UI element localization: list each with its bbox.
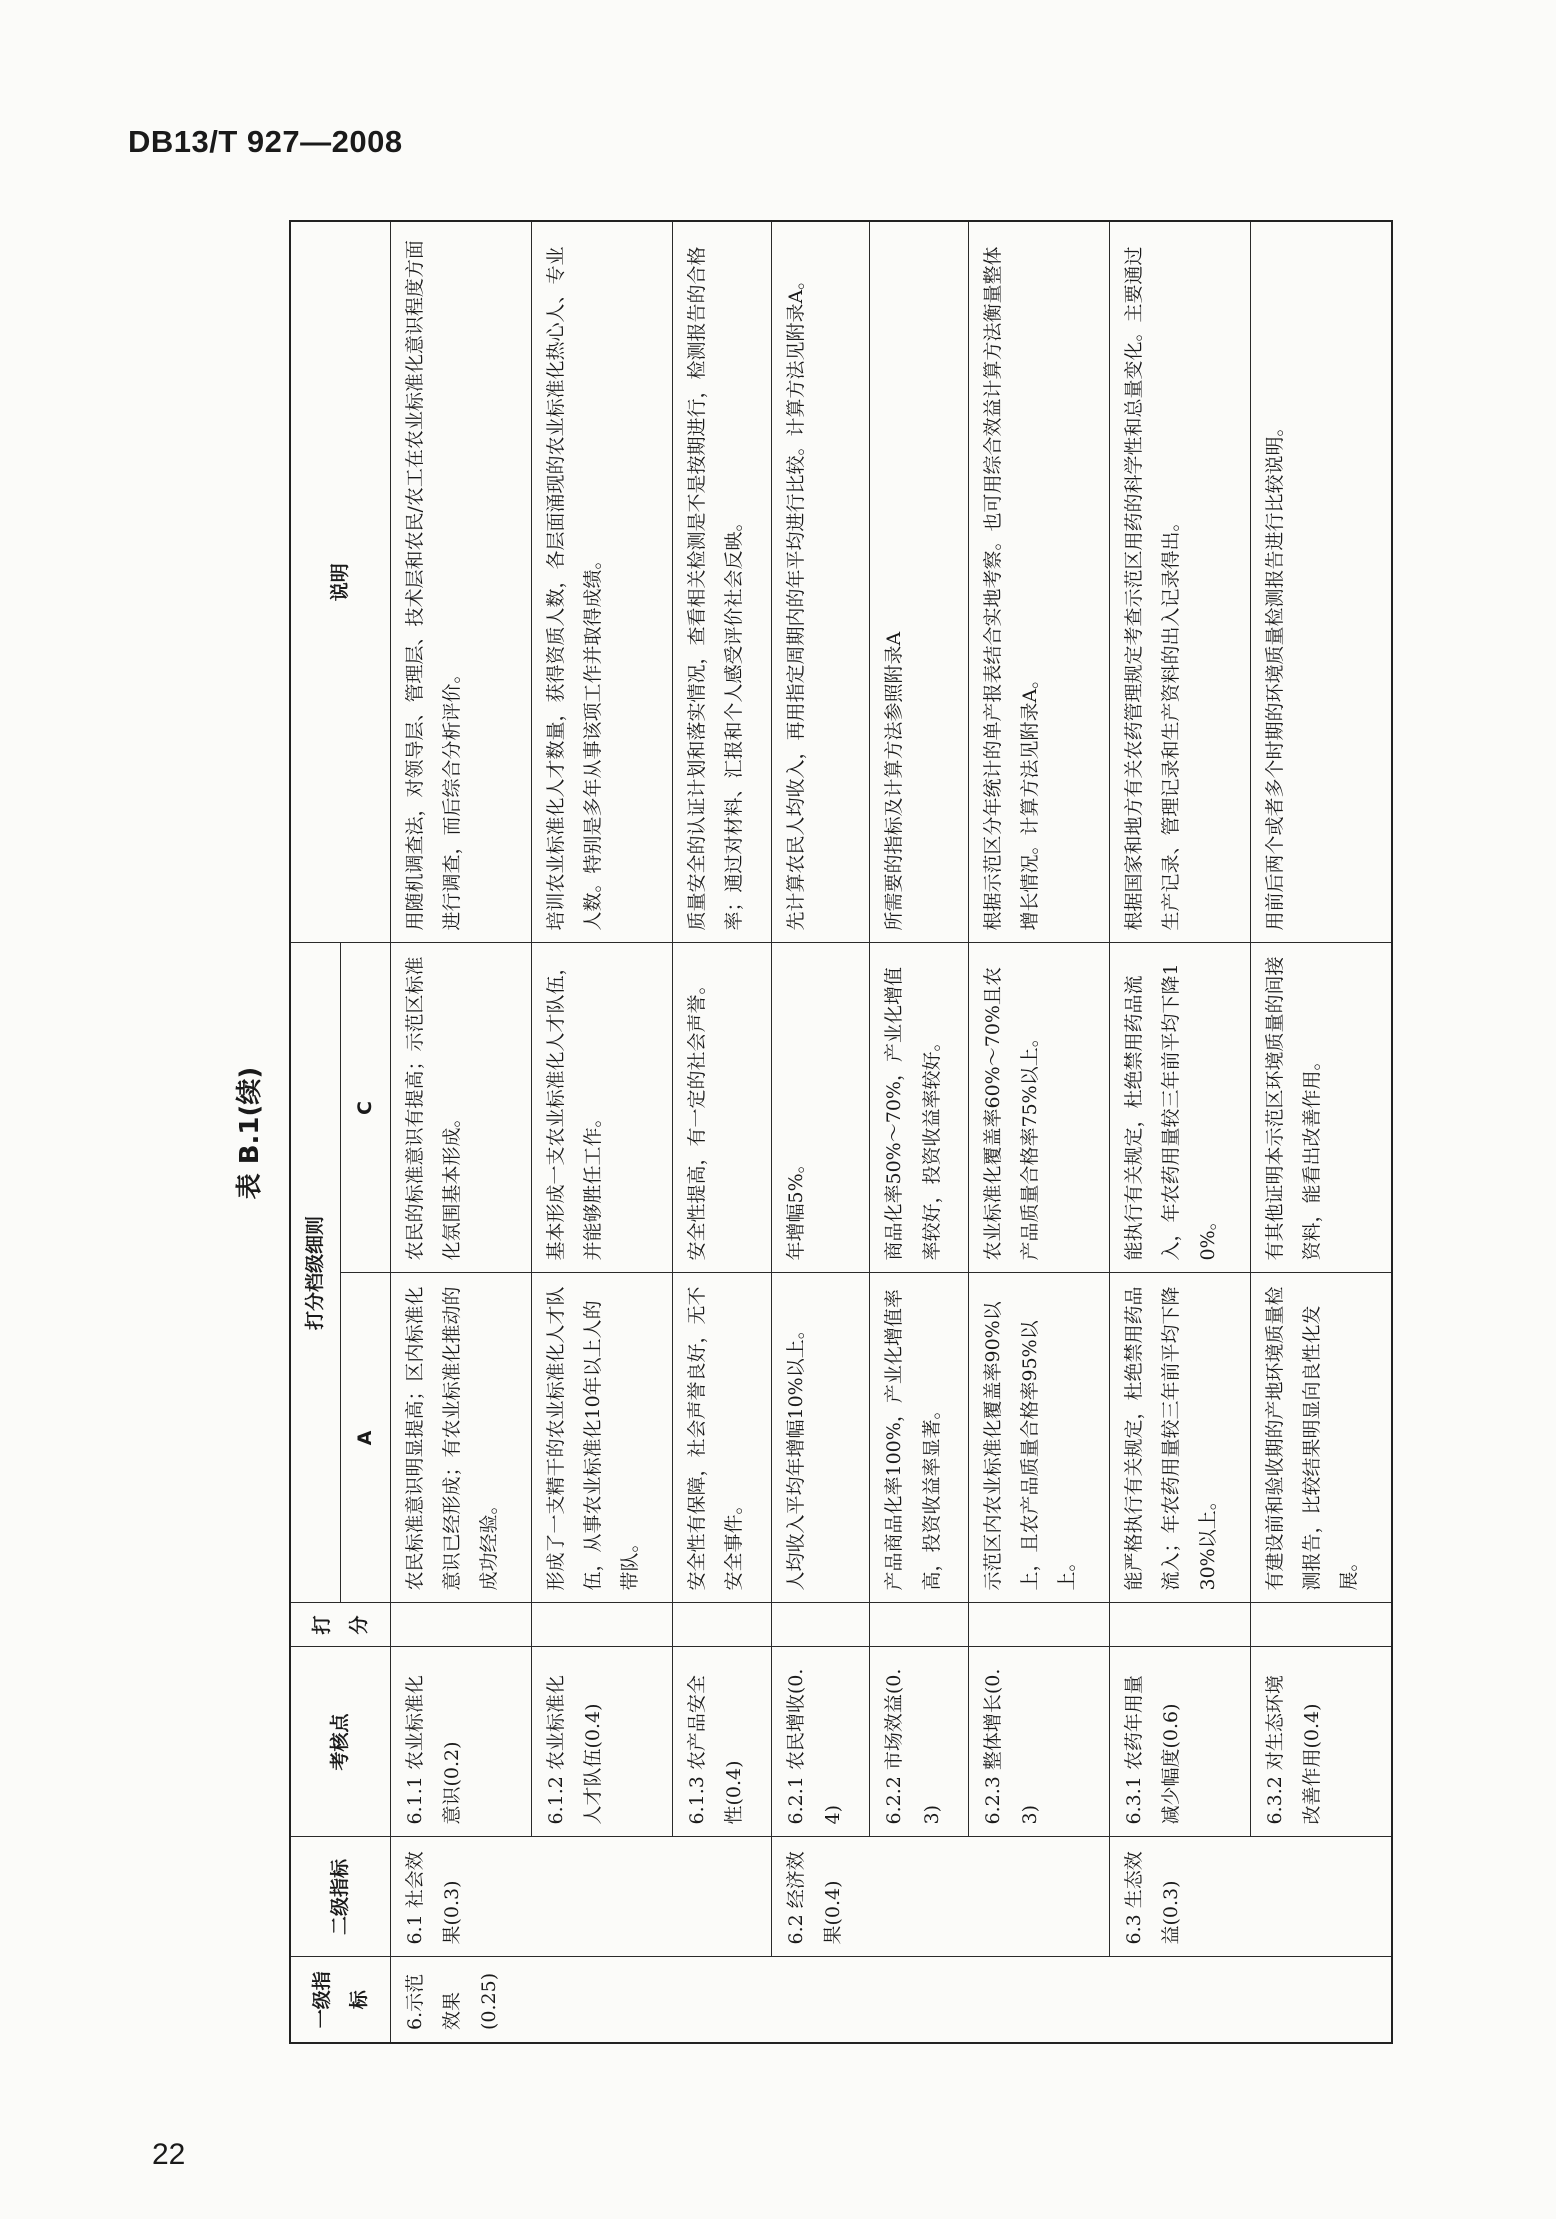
score-cell	[531, 1603, 672, 1647]
score-cell	[1251, 1603, 1392, 1647]
level2-economic-cell: 6.2 经济效果(0.4)	[771, 1837, 1110, 1957]
grade-a-cell: 能严格执行有关规定，杜绝禁用药品流入；年农药用量较三年前平均下降30%以上。	[1110, 1273, 1251, 1603]
grade-a-cell: 形成了一支精干的农业标准化人才队伍，从事农业标准化10年以上人的带队。	[531, 1273, 672, 1603]
grade-c-cell: 年增幅5%。	[771, 943, 870, 1273]
note-cell: 用随机调查法，对领导层、管理层、技术层和农民/农工在农业标准化意识程度方面进行调查，而后综合分析评价。	[391, 221, 532, 943]
header-score: 打分	[290, 1603, 391, 1647]
header-grade-a: A	[341, 1273, 391, 1603]
table-row	[1110, 221, 1251, 2043]
header-note: 说明	[290, 221, 391, 943]
header-level1: 一级指标	[290, 1957, 391, 2043]
check-cell: 6.3.1 农药年用量减少幅度(0.6)	[1110, 1647, 1251, 1837]
check-cell: 6.1.3 农产品安全性(0.4)	[672, 1647, 771, 1837]
grade-a-cell: 人均收入平均年增幅10%以上。	[771, 1273, 870, 1603]
grade-c-cell: 安全性提高，有一定的社会声誉。	[672, 943, 771, 1273]
score-cell	[870, 1603, 969, 1647]
score-cell	[771, 1603, 870, 1647]
note-cell: 根据国家和地方有关农药管理规定考查示范区用药的科学性和总量变化。主要通过生产记录、管理记录和生产资料的出入记录得出。	[1110, 221, 1251, 943]
check-cell: 6.2.3 整体增长(0.3)	[969, 1647, 1110, 1837]
score-cell	[969, 1603, 1110, 1647]
rotated-page-area	[219, 202, 1404, 2064]
check-cell: 6.1.1 农业标准化意识(0.2)	[391, 1647, 532, 1837]
note-cell: 先计算农民人均收入，再用指定周期内的年平均进行比较。计算方法见附录A。	[771, 221, 870, 943]
grade-c-cell: 农民的标准意识有提高；示范区标准化氛围基本形成。	[391, 943, 532, 1273]
note-cell: 用前后两个或者多个时期的环境质量检测报告进行比较说明。	[1251, 221, 1392, 943]
header-criteria: 打分档级细则	[290, 943, 341, 1603]
rotated-content	[219, 202, 1404, 2064]
grade-c-cell: 能执行有关规定，杜绝禁用药品流入，年农药用量较三年前平均下降10%。	[1110, 943, 1251, 1273]
score-cell	[391, 1603, 532, 1647]
note-cell: 根据示范区分年统计的单产报表结合实地考察。也可用综合效益计算方法衡量整体增长情况。计算方法见附录A。	[969, 221, 1110, 943]
note-cell: 质量安全的认证计划和落实情况，查看相关检测是不是按期进行，检测报告的合格率；通过对材料、汇报和个人感受评价社会反映。	[672, 221, 771, 943]
evaluation-table	[289, 220, 1393, 2044]
note-cell: 所需要的指标及计算方法参照附录A	[870, 221, 969, 943]
check-cell: 6.3.2 对生态环境改善作用(0.4)	[1251, 1647, 1392, 1837]
page-number: 22	[152, 2138, 186, 2171]
table-row	[969, 221, 1110, 2043]
header-grade-c: C	[341, 943, 391, 1273]
table-row	[672, 221, 771, 2043]
table-caption: 表 B.1(续)	[235, 1066, 265, 1200]
grade-c-cell: 基本形成一支农业标准化人才队伍，并能够胜任工作。	[531, 943, 672, 1273]
header-level2: 二级指标	[290, 1837, 391, 1957]
check-cell: 6.2.2 市场效益(0.3)	[870, 1647, 969, 1837]
level1-cell: 6.示范效果(0.25)	[391, 1957, 1392, 2043]
note-cell: 培训农业标准化人才数量，获得资质人数，各层面涌现的农业标准化热心人、专业人数。特别是多年从事该项工作并取得成绩。	[531, 221, 672, 943]
table-row	[391, 221, 532, 2043]
level2-ecological-cell: 6.3 生态效益(0.3)	[1110, 1837, 1392, 1957]
grade-a-cell: 安全性有保障，社会声誉良好，无不安全事件。	[672, 1273, 771, 1603]
grade-a-cell: 产品商品化率100%，产业化增值率高，投资收益率显著。	[870, 1273, 969, 1603]
check-cell: 6.2.1 农民增收(0.4)	[771, 1647, 870, 1837]
score-cell	[672, 1603, 771, 1647]
document-code: DB13/T 927—2008	[128, 124, 403, 159]
grade-a-cell: 农民标准意识明显提高；区内标准化意识已经形成；有农业标准化推动的成功经验。	[391, 1273, 532, 1603]
check-cell: 6.1.2 农业标准化人才队伍(0.4)	[531, 1647, 672, 1837]
header-check: 考核点	[290, 1647, 391, 1837]
grade-c-cell: 有其他证明本示范区环境质量的间接资料，能看出改善作用。	[1251, 943, 1392, 1273]
table-row	[870, 221, 969, 2043]
header-row	[290, 221, 341, 2043]
table-row	[1251, 221, 1392, 2043]
level2-social-cell: 6.1 社会效果(0.3)	[391, 1837, 772, 1957]
grade-c-cell: 农业标准化覆盖率60%～70%且农产品质量合格率75%以上。	[969, 943, 1110, 1273]
grade-a-cell: 示范区内农业标准化覆盖率90%以上，且农产品质量合格率95%以上。	[969, 1273, 1110, 1603]
table-row	[531, 221, 672, 2043]
grade-a-cell: 有建设前和验收期的产地环境质量检测报告，比较结果明显向良性化发展。	[1251, 1273, 1392, 1603]
score-cell	[1110, 1603, 1251, 1647]
table-row	[771, 221, 870, 2043]
grade-c-cell: 商品化率50%～70%，产业化增值率较好，投资收益率较好。	[870, 943, 969, 1273]
